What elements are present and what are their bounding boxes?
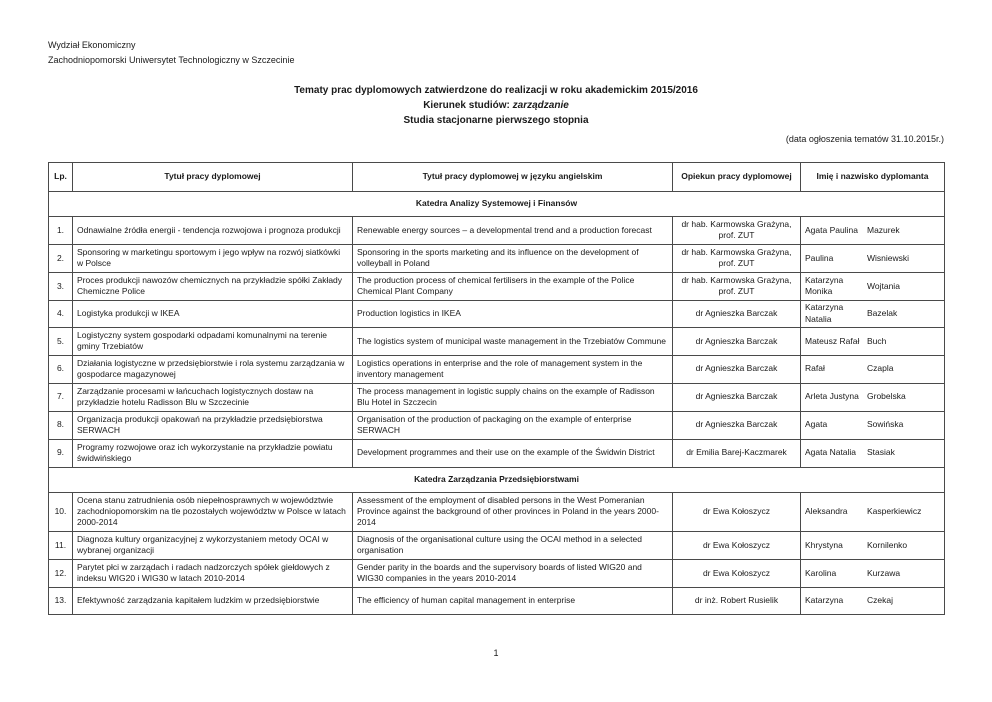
student-name-cell	[801, 559, 945, 587]
thesis-title-pl: Odnawialne źródła energii - tendencja rozwojowa i prognoza produkcji	[73, 217, 353, 245]
thesis-title-en: The logistics system of municipal waste management in the Trzebiatów Commune	[353, 327, 673, 355]
header-student-name: Imię i nazwisko dyplomanta	[801, 163, 945, 192]
student-first-names: Aleksandra	[805, 505, 848, 516]
thesis-title-pl: Sponsoring w marketingu sportowym i jego wpływ na rozwój siatkówki w Polsce	[73, 244, 353, 272]
header-lp: Lp.	[49, 163, 73, 192]
student-name-wrap	[805, 336, 944, 347]
student-surname: Kurzawa	[867, 567, 901, 578]
thesis-supervisor: dr Ewa Kołoszycz	[673, 559, 801, 587]
student-name-cell	[801, 383, 945, 411]
thesis-title-pl: Proces produkcji nawozów chemicznych na przykładzie spółki Zakłady Chemiczne Police	[73, 272, 353, 300]
thesis-row	[49, 217, 945, 245]
row-number: 8.	[49, 411, 73, 439]
thesis-supervisor: dr Agnieszka Barczak	[673, 355, 801, 383]
field-of-study-value: zarządzanie	[512, 100, 569, 111]
thesis-topics-table	[48, 162, 945, 615]
student-surname: Czapla	[867, 363, 894, 374]
student-surname: Czekaj	[867, 595, 893, 606]
thesis-table-body	[49, 192, 945, 615]
thesis-title-en: The process management in logistic supply chains on the example of Radisson Blu Hotel in Szczecin	[353, 383, 673, 411]
student-name-wrap	[805, 363, 944, 374]
table-header-row	[49, 163, 945, 192]
student-surname: Grobelska	[867, 391, 906, 402]
student-first-names: Arleta Justyna	[805, 391, 859, 402]
student-first-names: Agata Natalia	[805, 447, 857, 458]
student-name-wrap	[805, 595, 944, 606]
student-name-wrap	[805, 419, 944, 430]
section-title: Katedra Analizy Systemowej i Finansów	[49, 192, 945, 217]
student-name-cell	[801, 327, 945, 355]
thesis-row	[49, 355, 945, 383]
thesis-title-en: The efficiency of human capital management in enterprise	[353, 587, 673, 614]
thesis-title-pl: Ocena stanu zatrudnienia osób niepełnosprawnych w województwie zachodniopomorskim na tle pozostałych województw w Polsce w latach 2000-2014	[73, 492, 353, 531]
thesis-row	[49, 327, 945, 355]
thesis-row	[49, 300, 945, 327]
thesis-row	[49, 587, 945, 614]
thesis-title-pl: Zarządzanie procesami w łańcuchach logistycznych dostaw na przykładzie hotelu Radisson Blu w Szczecinie	[73, 383, 353, 411]
student-first-names: Katarzyna	[805, 595, 844, 606]
field-of-study-label: Kierunek studiów:	[423, 100, 513, 111]
student-surname: Kasperkiewicz	[867, 505, 922, 516]
announcement-date: (data ogłoszenia tematów 31.10.2015r.)	[785, 134, 944, 144]
thesis-supervisor: dr Agnieszka Barczak	[673, 383, 801, 411]
faculty-name: Wydział Ekonomiczny	[48, 40, 136, 50]
student-first-names: Khrystyna	[805, 539, 843, 550]
student-surname: Bazelak	[867, 308, 898, 319]
student-surname: Buch	[867, 335, 887, 346]
student-first-names: Karolina	[805, 567, 837, 578]
thesis-title-pl: Logistyka produkcji w IKEA	[73, 300, 353, 327]
student-first-names: Agata Paulina	[805, 224, 858, 235]
student-name-wrap	[805, 391, 944, 402]
organization-header	[48, 38, 294, 69]
student-name-wrap	[805, 447, 944, 458]
student-first-names: Katarzyna Natalia	[805, 302, 844, 324]
student-surname: Mazurek	[867, 224, 900, 235]
thesis-title-pl: Parytet płci w zarządach i radach nadzorczych spółek giełdowych z indeksu WIG20 i WIG30 w latach 2010-2014	[73, 559, 353, 587]
field-of-study-line	[0, 98, 992, 113]
student-name-cell	[801, 355, 945, 383]
student-first-names: Agata	[805, 419, 828, 430]
row-number: 5.	[49, 327, 73, 355]
student-name-wrap	[805, 253, 944, 264]
row-number: 12.	[49, 559, 73, 587]
thesis-title-en: Organisation of the production of packaging on the example of enterprise SERWACH	[353, 411, 673, 439]
thesis-title-en: Sponsoring in the sports marketing and its influence on the development of volleyball in Poland	[353, 244, 673, 272]
student-surname: Wojtania	[867, 280, 900, 291]
thesis-title-pl: Efektywność zarządzania kapitałem ludzkim w przedsiębiorstwie	[73, 587, 353, 614]
thesis-supervisor: dr Agnieszka Barczak	[673, 300, 801, 327]
student-surname: Sowińska	[867, 419, 904, 430]
document-title-block	[0, 83, 992, 128]
thesis-title-pl: Logistyczny system gospodarki odpadami komunalnymi na terenie gminy Trzebiatów	[73, 327, 353, 355]
header-supervisor: Opiekun pracy dyplomowej	[673, 163, 801, 192]
student-first-names: Rafał	[805, 363, 825, 374]
thesis-supervisor: dr Emilia Barej-Kaczmarek	[673, 439, 801, 467]
thesis-supervisor: dr hab. Karmowska Grażyna, prof. ZUT	[673, 217, 801, 245]
thesis-title-pl: Diagnoza kultury organizacyjnej z wykorzystaniem metody OCAI w wybranej organizacji	[73, 531, 353, 559]
row-number: 9.	[49, 439, 73, 467]
thesis-title-en: Production logistics in IKEA	[353, 300, 673, 327]
thesis-supervisor: dr Agnieszka Barczak	[673, 327, 801, 355]
row-number: 13.	[49, 587, 73, 614]
thesis-row	[49, 383, 945, 411]
thesis-supervisor: dr Ewa Kołoszycz	[673, 492, 801, 531]
thesis-row	[49, 559, 945, 587]
thesis-title-en: Assessment of the employment of disabled persons in the West Pomeranian Province against the background of other provinces in Poland in the years 2000-2014	[353, 492, 673, 531]
header-title-pl: Tytuł pracy dyplomowej	[73, 163, 353, 192]
thesis-supervisor: dr inż. Robert Rusielik	[673, 587, 801, 614]
university-name: Zachodniopomorski Uniwersytet Technologiczny w Szczecinie	[48, 55, 295, 66]
thesis-title-en: Renewable energy sources – a developmental trend and a production forecast	[353, 217, 673, 245]
section-header-row	[49, 192, 945, 217]
student-name-cell	[801, 217, 945, 245]
thesis-title-pl: Programy rozwojowe oraz ich wykorzystanie na przykładzie powiatu świdwińskiego	[73, 439, 353, 467]
student-name-wrap	[805, 568, 944, 579]
student-name-wrap	[805, 275, 944, 298]
row-number: 3.	[49, 272, 73, 300]
student-name-wrap	[805, 302, 944, 325]
row-number: 1.	[49, 217, 73, 245]
thesis-supervisor: dr Agnieszka Barczak	[673, 411, 801, 439]
student-surname: Wisniewski	[867, 252, 910, 263]
thesis-supervisor: dr hab. Karmowska Grażyna, prof. ZUT	[673, 272, 801, 300]
student-surname: Kornilenko	[867, 539, 908, 550]
row-number: 4.	[49, 300, 73, 327]
student-first-names: Katarzyna Monika	[805, 274, 844, 297]
page-number: 1	[493, 648, 499, 658]
student-name-wrap	[805, 506, 944, 517]
thesis-title-en: Gender parity in the boards and the supervisory boards of listed WIG20 and WIG30 companies in the years 2010-2014	[353, 559, 673, 587]
thesis-title-pl: Organizacja produkcji opakowań na przykładzie przedsiębiorstwa SERWACH	[73, 411, 353, 439]
thesis-row	[49, 492, 945, 531]
student-name-cell	[801, 300, 945, 327]
document-title: Tematy prac dyplomowych zatwierdzone do realizacji w roku akademickim 2015/2016	[294, 85, 698, 96]
thesis-row	[49, 244, 945, 272]
thesis-title-en: The production process of chemical fertilisers in the example of the Police Chemical Plant Company	[353, 272, 673, 300]
thesis-row	[49, 439, 945, 467]
student-name-cell	[801, 411, 945, 439]
student-name-cell	[801, 587, 945, 614]
student-name-cell	[801, 244, 945, 272]
row-number: 7.	[49, 383, 73, 411]
student-name-cell	[801, 272, 945, 300]
thesis-supervisor: dr Ewa Kołoszycz	[673, 531, 801, 559]
thesis-title-en: Logistics operations in enterprise and the role of management system in the inventory management	[353, 355, 673, 383]
student-name-cell	[801, 492, 945, 531]
thesis-supervisor: dr hab. Karmowska Grażyna, prof. ZUT	[673, 244, 801, 272]
section-header-row	[49, 467, 945, 492]
student-name-cell	[801, 531, 945, 559]
header-title-en: Tytuł pracy dyplomowej w języku angielskim	[353, 163, 673, 192]
student-name-wrap	[805, 540, 944, 551]
thesis-title-en: Diagnosis of the organisational culture using the OCAI method in a selected organisation	[353, 531, 673, 559]
student-name-cell	[801, 439, 945, 467]
thesis-row	[49, 531, 945, 559]
student-first-names: Mateusz Rafał	[805, 335, 860, 346]
row-number: 11.	[49, 531, 73, 559]
thesis-row	[49, 411, 945, 439]
thesis-title-pl: Działania logistyczne w przedsiębiorstwie i rola systemu zarządzania w gospodarce magazynowej	[73, 355, 353, 383]
student-first-names: Paulina	[805, 252, 834, 263]
section-title: Katedra Zarządzania Przedsiębiorstwami	[49, 467, 945, 492]
thesis-title-en: Development programmes and their use on the example of the Świdwin District	[353, 439, 673, 467]
student-surname: Stasiak	[867, 447, 895, 458]
student-name-wrap	[805, 225, 944, 236]
thesis-row	[49, 272, 945, 300]
study-mode-line: Studia stacjonarne pierwszego stopnia	[403, 115, 589, 126]
row-number: 2.	[49, 244, 73, 272]
row-number: 10.	[49, 492, 73, 531]
row-number: 6.	[49, 355, 73, 383]
